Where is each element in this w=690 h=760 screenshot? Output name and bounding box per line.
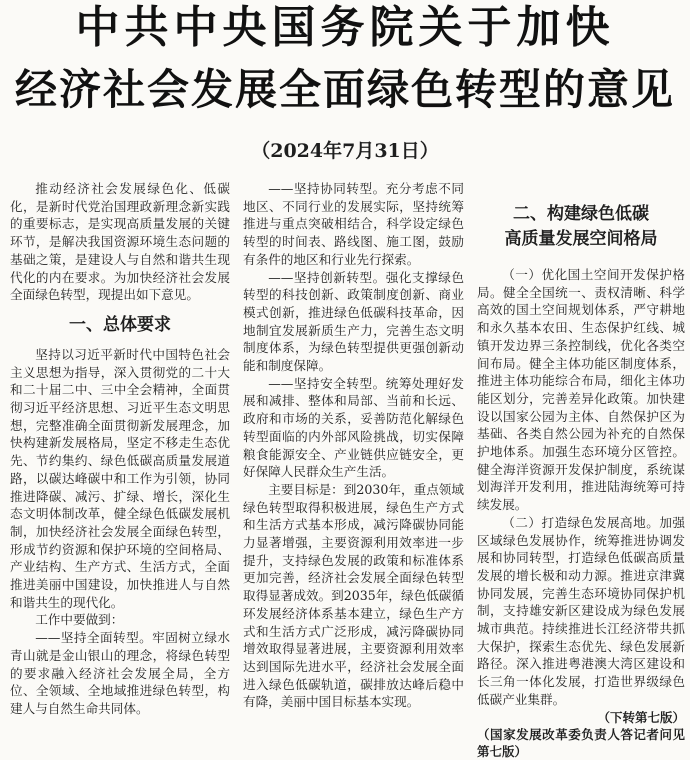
optimize-territorial-space-paragraph: （一）优化国土空间开发保护格局。健全全国统一、责权清晰、科学高效的国土空间规划体系，严守耕地和永久基本农田、生态保护红线、城镇开发边界三条控制线，优化各类空间布局。健全主体功能区制度体系，推进主体功能综合布局，细化主体功能区划分，完善差异化政策。加快建设以国家公园为主体、自然保护区为基础、各类自然公园为补充的自然保护地体系。加强生态环境分区管控。健全海洋资源开发保护制度，系统谋划海洋开发利用，推进陆海统筹可持续发展。: [477, 267, 685, 513]
headline-line-1: 中共中央国务院关于加快: [75, 2, 615, 53]
publication-date: （2024年7月31日）: [251, 140, 439, 162]
green-development-highland-paragraph: （二）打造绿色发展高地。加强区域绿色发展协作，统筹推进协调发展和协同转型，打造绿色低碳高质量发展的增长极和动力源。推进京津冀协同发展，完善生态环境协同保护机制，支持雄安新区建设成为绿色发展城市典范。持续推进长江经济带共抓大保护，探索生态优先、绿色发展新路径。深入推进粤港澳大湾区建设和长三角一体化发展，打造世界级绿色低碳产业集群。: [477, 514, 685, 707]
main-goals-paragraph: 主要目标是：到2030年，重点领域绿色转型取得积极进展，绿色生产方式和生活方式基本形成，减污降碳协同能力显著增强，主要资源利用效率进一步提升，支持绿色发展的政策和标准体系更加完善，经济社会发展全面绿色转型取得显著成效。到2035年，绿色低碳循环发展经济体系基本建立，绿色生产方式和生活方式广泛形成，减污降碳协同增效取得显著进展，主要资源利用效率达到国际先进水平，经济社会发展全面进入绿色低碳轨道，碳排放达峰后稳中有降，美丽中国目标基本实现。: [243, 481, 464, 710]
section-heading-general-requirements: 一、总体要求: [69, 314, 171, 335]
principle-coordinated-transformation: ——坚持协同转型。充分考虑不同地区、不同行业的发展实际，坚持统筹推进与重点突破相结合，科学设定绿色转型的时间表、路线图、施工图，鼓励有条件的地区和行业先行探索。: [243, 181, 464, 267]
principle-innovative-transformation: ——坚持创新转型。强化支撑绿色转型的科技创新、政策制度创新、商业模式创新，推进绿色低碳科技革命，因地制宜发展新质生产力，完善生态文明制度体系，为绿色转型提供更强创新动能和制度保障。: [243, 269, 464, 374]
article-column-2: [243, 180, 464, 711]
section-heading-line-2: 高质量发展空间格局: [504, 229, 658, 249]
continued-notice: （下转第七版）: [597, 709, 685, 725]
section-heading-spatial-pattern: [477, 202, 685, 252]
work-requirements-lead: 工作中要做到：: [35, 612, 124, 628]
related-article-note: （国家发展改革委负责人答记者问见第七版）: [477, 726, 685, 759]
section-heading-line-1: 二、构建绿色低碳: [513, 204, 649, 224]
headline-line-2: 经济社会发展全面绿色转型的意见: [14, 65, 675, 114]
guiding-principle-paragraph: 坚持以习近平新时代中国特色社会主义思想为指导，深入贯彻党的二十大和二十届二中、三中全会精神，全面贯彻习近平经济思想、习近平生态文明思想，完整准确全面贯彻新发展理念，加快构建新发展格局，坚定不移走生态优先、节约集约、绿色低碳高质量发展道路，以碳达峰碳中和工作为引领，协同推进降碳、减污、扩绿、增长，深化生态文明体制改革，健全绿色低碳发展机制，加快经济社会发展全面绿色转型，形成节约资源和保护环境的空间格局、产业结构、生产方式、生活方式，全面推进美丽中国建设，加快推进人与自然和谐共生的现代化。: [10, 346, 230, 610]
article-column-1: [10, 180, 230, 718]
principle-safe-transformation: ——坚持安全转型。统筹处理好发展和减排、整体和局部、当前和长远、政府和市场的关系，妥善防范化解绿色转型面临的内外部风险挑战，切实保障粮食能源安全、产业链供应链安全，更好保障人民群众生产生活。: [243, 375, 464, 480]
article-column-3: [477, 180, 685, 760]
intro-paragraph: 推动经济社会发展绿色化、低碳化，是新时代党治国理政新理念新实践的重要标志，是实现高质量发展的关键环节，是解决我国资源环境生态问题的基础之策，是建设人与自然和谐共生现代化的内在要求。为加快经济社会发展全面绿色转型，现提出如下意见。: [10, 181, 230, 303]
principle-comprehensive-transformation: ——坚持全面转型。牢固树立绿水青山就是金山银山的理念，将绿色转型的要求融入经济社会发展全局，全方位、全领域、全地域推进绿色转型，构建人与自然生命共同体。: [10, 630, 230, 716]
